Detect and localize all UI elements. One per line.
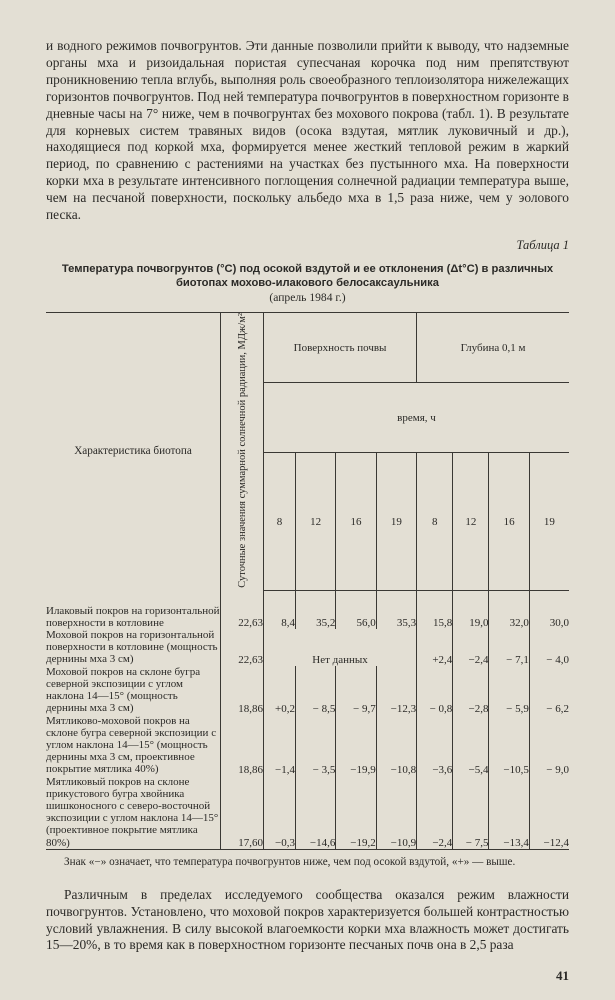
page-number: 41 xyxy=(556,968,569,983)
cell: − 8,5 xyxy=(295,666,335,715)
cell: 35,2 xyxy=(295,591,335,629)
header-radiation xyxy=(221,312,264,590)
cell: 32,0 xyxy=(489,591,529,629)
cell: 56,0 xyxy=(336,591,376,629)
row-radiation: 22,63 xyxy=(221,591,264,629)
cell: −19,9 xyxy=(336,715,376,776)
header-time: время, ч xyxy=(264,383,570,453)
cell: −2,8 xyxy=(453,666,489,715)
cell: −12,3 xyxy=(376,666,416,715)
cell: − 7,5 xyxy=(453,776,489,850)
header-characteristic: Характеристика биотопа xyxy=(46,312,221,590)
cell: − 6,2 xyxy=(529,666,569,715)
cell: − 0,8 xyxy=(417,666,453,715)
paragraph-bottom: Различным в пределах исследуемого сообщества оказался режим влажности почвогрунтов. Установлено, что моховой покров характеризуется большей контрастностью условий увлажнения. В силу высокой влагоемкости корки мха влажность может достигать 15—20%, в то время как в поверхностном горизонте песчаных почв она в 2,5 раза xyxy=(46,886,569,953)
table-row xyxy=(46,629,569,666)
row-radiation: 17,60 xyxy=(221,776,264,850)
header-radiation-text: Суточные значения суммарной солнечной радиации, МДж/м² xyxy=(236,312,248,588)
cell: −0,3 xyxy=(264,776,296,850)
table-row xyxy=(46,776,569,850)
header-hour: 19 xyxy=(376,453,416,591)
row-radiation: 18,86 xyxy=(221,666,264,715)
no-data-cell: Нет данных xyxy=(264,629,417,666)
cell: −13,4 xyxy=(489,776,529,850)
row-label: Мятликовый покров на склоне прикустового бугра хвойника шишконосного с северо-восточной экспозиции с углом наклона 14—15° (проективное покрытие мятлика 80%) xyxy=(46,776,221,850)
header-hour: 12 xyxy=(453,453,489,591)
cell: +2,4 xyxy=(417,629,453,666)
header-hour: 8 xyxy=(417,453,453,591)
cell: −3,6 xyxy=(417,715,453,776)
cell: −5,4 xyxy=(453,715,489,776)
table-subtitle: (апрель 1984 г.) xyxy=(269,290,346,304)
cell: 35,3 xyxy=(376,591,416,629)
row-label: Моховой покров на горизонтальной поверхности в котловине (мощность дернины мха 3 см) xyxy=(46,629,218,666)
cell: −10,8 xyxy=(376,715,416,776)
cell: − 7,1 xyxy=(489,629,529,666)
header-hour: 12 xyxy=(295,453,335,591)
header-hour: 19 xyxy=(529,453,569,591)
row-radiation: 22,63 xyxy=(221,629,264,666)
cell: −10,5 xyxy=(489,715,529,776)
row-label: Мятликово-моховой покров на склоне бугра северной экспозиции с углом наклона 14—15° (мощность дернины мха 3 см, проективное покрытие мятлика 40%) xyxy=(46,714,217,776)
cell: − 3,5 xyxy=(295,715,335,776)
cell: −10,9 xyxy=(376,776,416,850)
cell: − 9,0 xyxy=(529,715,569,776)
table-row xyxy=(46,715,569,776)
cell: +0,2 xyxy=(264,666,296,715)
header-hour: 16 xyxy=(489,453,529,591)
table-row xyxy=(46,591,569,629)
cell: −2,4 xyxy=(453,629,489,666)
cell: 30,0 xyxy=(529,591,569,629)
cell: − 4,0 xyxy=(529,629,569,666)
cell: −19,2 xyxy=(336,776,376,850)
row-label: Илаковый покров на горизонтальной поверхности в котловине xyxy=(46,604,220,629)
cell: − 5,9 xyxy=(489,666,529,715)
cell: −1,4 xyxy=(264,715,296,776)
paragraph-top: и водного режимов почвогрунтов. Эти данные позволили прийти к выводу, что надземные органы мха и ризоидальная пористая супесчаная корочка под ним препятствуют проникновению тепла вглубь, выполняя роль своеобразного теплоизолятора нижележащих горизонтов почвогрунтов. Под ней температура почвогрунтов в поверхностном горизонте в дневные часы на 7° ниже, чем в почвогрунтах без мохового покрова (табл. 1). В результате для корневых систем травяных видов (осока вздутая, мятлик луковичный и др.), находящиеся под коркой мха, формируется менее жесткий тепловой режим в жаркий период, по сравнению с растениями на участках без пустынного мха. На поверхности корки мха в результате интенсивного поглощения солнечной радиации температура выше, чем на песчаной поверхности, поскольку альбедо мха в 1,5 раза ниже, чем у эолового песка. xyxy=(46,38,569,223)
cell: 19,0 xyxy=(453,591,489,629)
header-hour: 8 xyxy=(264,453,296,591)
row-label: Моховой покров на склоне бугра северной экспозиции с углом наклона 14—15° (мощность дернины мха 3 см) xyxy=(46,665,201,715)
cell: − 9,7 xyxy=(336,666,376,715)
cell: −12,4 xyxy=(529,776,569,850)
table-title: Температура почвогрунтов (°С) под осокой вздутой и ее отклонения (Δt°С) в различных биотопах мохово-илакового белосаксаульника xyxy=(61,262,554,289)
cell: 8,4 xyxy=(264,591,296,629)
header-surface-group: Поверхность почвы xyxy=(264,312,417,382)
cell: 15,8 xyxy=(417,591,453,629)
cell: −14,6 xyxy=(295,776,335,850)
cell: −2,4 xyxy=(417,776,453,850)
header-hour: 16 xyxy=(336,453,376,591)
table-note: Знак «−» означает, что температура почвогрунтов ниже, чем под осокой вздутой, «+» — выше. xyxy=(64,855,516,868)
row-radiation: 18,86 xyxy=(221,715,264,776)
header-depth-group: Глубина 0,1 м xyxy=(417,312,569,382)
table-caption: Таблица 1 xyxy=(516,237,569,252)
table-row xyxy=(46,666,569,715)
temperature-table xyxy=(46,312,569,850)
